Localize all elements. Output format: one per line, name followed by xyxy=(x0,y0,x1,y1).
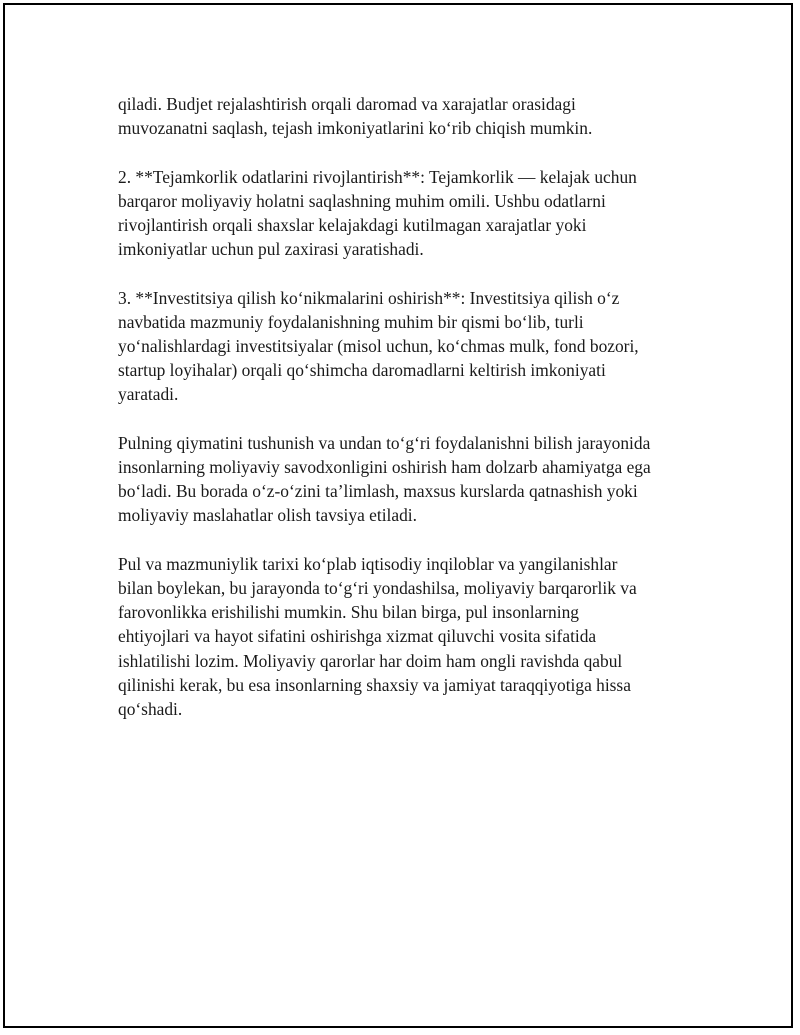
document-body xyxy=(118,92,688,745)
text-line: bilan boylekan, bu jarayonda to‘g‘ri yondashilsa, moliyaviy barqarorlik va xyxy=(118,578,637,598)
text-line: qo‘shadi. xyxy=(118,699,183,720)
text-line: ishlatilishi lozim. Moliyaviy qarorlar har doim ham ongli ravishda qabul xyxy=(118,650,623,671)
paragraph-budget xyxy=(118,92,688,140)
text-line: 3. **Investitsiya qilish ko‘nikmalarini oshirish**: Investitsiya qilish o‘z xyxy=(118,287,620,308)
text-line: ehtiyojlari va hayot sifatini oshirishga xizmat qiluvchi vosita sifatida xyxy=(118,626,597,647)
text-line: Pulning qiymatini tushunish va undan to‘g‘ri foydalanishni bilish jarayonida xyxy=(118,432,651,453)
text-line: rivojlantirish orqali shaxslar kelajakdagi kutilmagan xarajatlar yoki xyxy=(118,215,587,235)
text-line: 2. **Tejamkorlik odatlarini rivojlantirish**: Tejamkorlik — kelajak uchun xyxy=(118,166,637,187)
paragraph-saving-habits xyxy=(118,165,688,262)
paragraph-financial-literacy xyxy=(118,431,688,528)
text-line: navbatida mazmuniy foydalanishning muhim bir qismi bo‘lib, turli xyxy=(118,311,584,332)
paragraph-conclusion xyxy=(118,552,688,721)
text-line: Pul va mazmuniylik tarixi ko‘plab iqtisodiy inqiloblar va yangilanishlar xyxy=(118,553,618,574)
text-line: muvozanatni saqlash, tejash imkoniyatlarini ko‘rib chiqish mumkin. xyxy=(118,118,593,139)
text-line: yo‘nalishlardagi investitsiyalar (misol uchun, ko‘chmas mulk, fond bozori, xyxy=(118,336,639,356)
text-line: moliyaviy maslahatlar olish tavsiya etiladi. xyxy=(118,505,417,526)
text-line: qiladi. Budjet rejalashtirish orqali daromad va xarajatlar orasidagi xyxy=(118,94,576,114)
paragraph-investment-skills xyxy=(118,286,688,407)
text-line: farovonlikka erishilishi mumkin. Shu bilan birga, pul insonlarning xyxy=(118,602,579,623)
text-line: startup loyihalar) orqali qo‘shimcha daromadlarni keltirish imkoniyati xyxy=(118,360,606,381)
text-line: yaratadi. xyxy=(118,384,179,405)
text-line: qilinishi kerak, bu esa insonlarning shaxsiy va jamiyat taraqqiyotiga hissa xyxy=(118,674,631,695)
text-line: insonlarning moliyaviy savodxonligini oshirish ham dolzarb ahamiyatga ega xyxy=(118,457,651,477)
text-line: imkoniyatlar uchun pul zaxirasi yaratishadi. xyxy=(118,239,424,260)
text-line: bo‘ladi. Bu borada o‘z-o‘zini ta’limlash, maxsus kurslarda qatnashish yoki xyxy=(118,481,638,502)
text-line: barqaror moliyaviy holatni saqlashning muhim omili. Ushbu odatlarni xyxy=(118,190,606,211)
